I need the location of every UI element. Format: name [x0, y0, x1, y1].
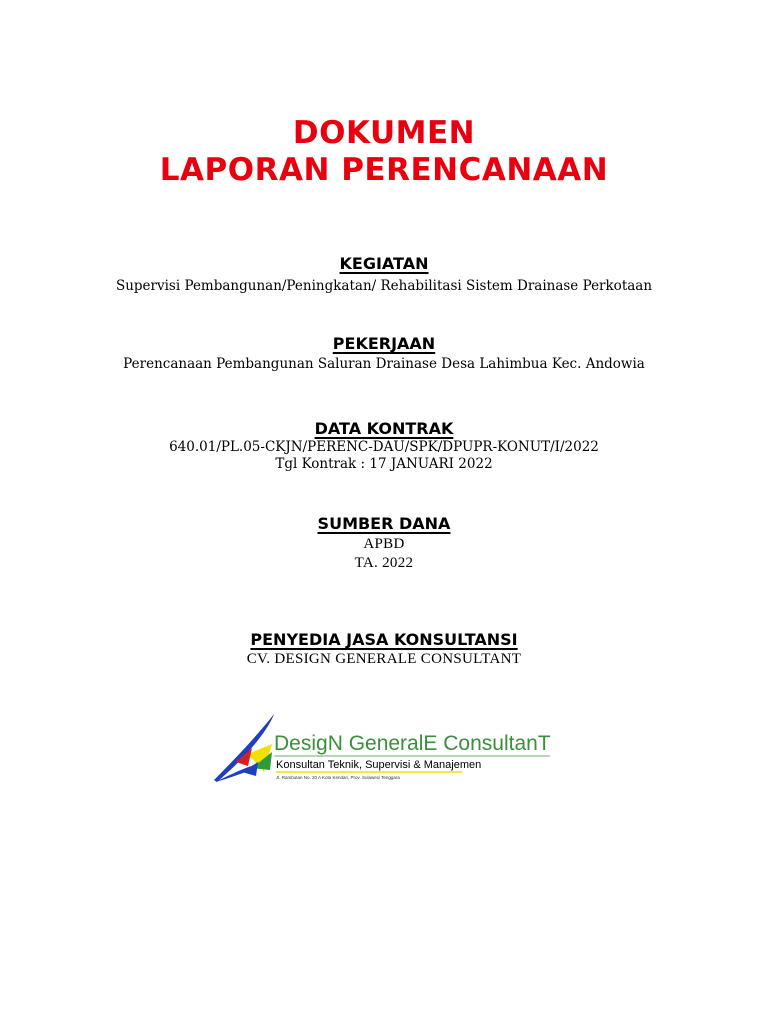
logo-tagline: Konsultan Teknik, Supervisi & Manajemen [276, 759, 482, 771]
logo-company-name: DesigN GeneralE ConsultanT [274, 732, 551, 755]
sumber-dana-heading: SUMBER DANA [317, 514, 451, 533]
logo-address: Jl. Rambutan No. 20 A Kota Kendari, Prov. Sulawesi Tenggara [276, 775, 400, 780]
fiscal-year: TA. 2022 [354, 555, 414, 571]
company-logo [212, 712, 557, 788]
document-title-line1: DOKUMEN [292, 115, 476, 151]
contract-date: Tgl Kontrak : 17 JANUARI 2022 [275, 456, 493, 472]
document-title-line2: LAPORAN PERENCANAAN [159, 152, 609, 188]
pekerjaan-heading: PEKERJAAN [332, 334, 436, 353]
fund-source: APBD [363, 536, 405, 552]
kegiatan-text: Supervisi Pembangunan/Peningkatan/ Rehabilitasi Sistem Drainase Perkotaan [115, 278, 653, 294]
data-kontrak-heading: DATA KONTRAK [314, 419, 454, 438]
consultant-name: CV. DESIGN GENERALE CONSULTANT [246, 651, 522, 667]
penyedia-heading: PENYEDIA JASA KONSULTANSI [250, 630, 518, 649]
pekerjaan-text: Perencanaan Pembangunan Saluran Drainase Desa Lahimbua Kec. Andowia [123, 356, 645, 372]
kegiatan-heading: KEGIATAN [339, 254, 429, 273]
contract-number: 640.01/PL.05-CKJN/PERENC-DAU/SPK/DPUPR-KONUT/I/2022 [169, 439, 599, 455]
